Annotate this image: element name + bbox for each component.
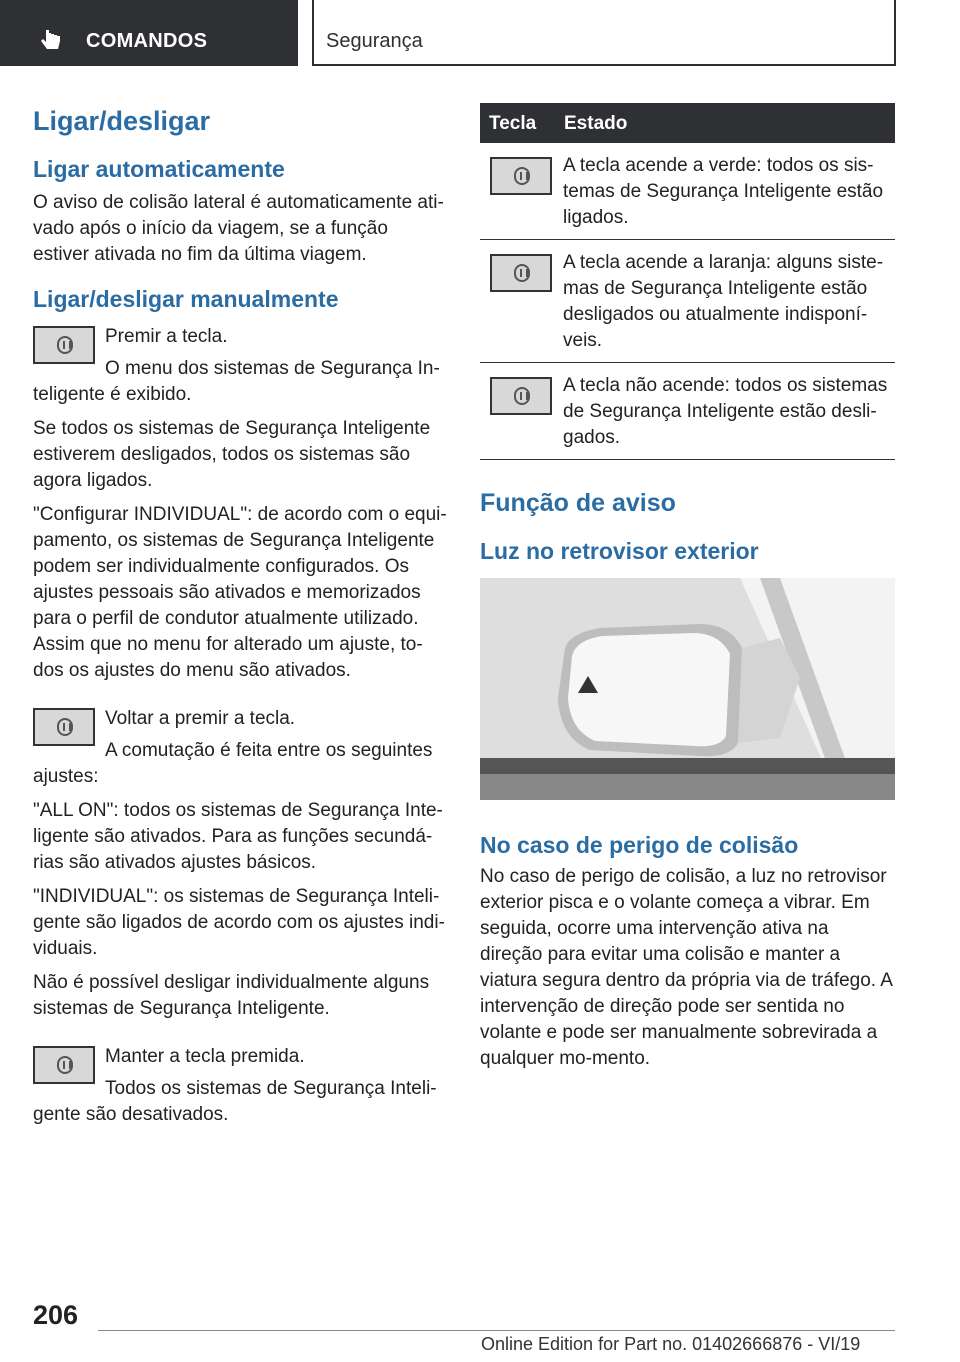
table-row [480, 240, 895, 363]
subheading-collision-danger: No caso de perigo de colisão [480, 832, 799, 858]
safety-assist-icon [514, 167, 530, 185]
safety-assist-icon [514, 387, 530, 405]
table-col-key: Tecla [489, 113, 537, 134]
paragraph: "Configurar INDIVIDUAL": de acordo com o equi-pamento, os sistemas de Segurança Inteligente podem ser individualmente configurados. Os ajustes pessoais são ativados e memorizados para o perfil de condutor atualmente utilizado. Assim que no menu for alterado um ajuste, to-dos os ajustes do menu são ativados. [33, 504, 447, 681]
safety-key-image [33, 326, 95, 364]
safety-assist-icon [57, 1056, 73, 1074]
key-step-text: Manter a tecla premida. [105, 1046, 305, 1067]
table-cell-state: A tecla acende a verde: todos os sis-temas de Segurança Inteligente estão ligados. [563, 155, 884, 228]
safety-key-image [33, 1046, 95, 1084]
key-instruction-press-again [33, 706, 447, 790]
side-mirror-illustration [480, 578, 895, 800]
safety-key-image [33, 708, 95, 746]
page-number: 206 [33, 1300, 79, 1330]
footer-divider [98, 1330, 895, 1331]
right-column [480, 103, 895, 1072]
paragraph: Se todos os sistemas de Segurança Inteligente estiverem desligados, todos os sistemas são agora ligados. [33, 418, 431, 491]
subheading-manual: Ligar/desligar manualmente [33, 286, 339, 312]
key-instruction-press [33, 324, 447, 408]
table-header [480, 103, 895, 143]
paragraph-auto: O aviso de colisão lateral é automaticamente ati-vado após o início da viagem, se a função estiver ativada no fim da última viagem. [33, 192, 444, 265]
paragraph: Não é possível desligar individualmente alguns sistemas de Segurança Inteligente. [33, 972, 430, 1019]
edition-note: Online Edition for Part no. 01402666876 - VI/19 [481, 1334, 861, 1354]
section-heading: Ligar/desligar [33, 106, 211, 136]
chapter-title: Segurança [326, 30, 423, 52]
safety-key-image [490, 377, 552, 415]
paragraph: "INDIVIDUAL": os sistemas de Segurança Inteli-gente são ligados de acordo com os ajustes indi-viduais. [33, 886, 445, 959]
section-title: COMANDOS [86, 30, 208, 52]
subheading-auto: Ligar automaticamente [33, 156, 285, 182]
key-step-text: A comutação é feita entre os seguintes ajustes: [33, 740, 433, 787]
mirror-graphic [480, 578, 895, 800]
section-heading-warning: Função de aviso [480, 489, 676, 517]
left-column [33, 100, 447, 1128]
safety-key-image [490, 157, 552, 195]
table-row [480, 363, 895, 460]
paragraph-collision: No caso de perigo de colisão, a luz no retrovisor exterior pisca e o volante começa a vibrar. Em seguida, ocorre uma intervenção ativa na direção para evitar uma colisão e manter a viatura segura dentro da própria via de tráfego. A intervenção de direção pode ser sentida no volante e pode ser manualmente sobrevirada a qualquer mo-mento. [480, 866, 892, 1069]
key-instruction-hold [33, 1044, 447, 1128]
section-tab [0, 0, 298, 66]
safety-assist-icon [514, 264, 530, 282]
subheading-mirror-light: Luz no retrovisor exterior [480, 538, 759, 564]
key-step-text: Voltar a premir a tecla. [105, 708, 296, 729]
safety-assist-icon [57, 336, 73, 354]
hand-pointer-icon [40, 28, 62, 52]
table-cell-state: A tecla acende a laranja: alguns siste-mas de Segurança Inteligente estão desligados ou atualmente indisponí-veis. [563, 252, 884, 351]
safety-key-image [490, 254, 552, 292]
table-row [480, 143, 895, 240]
chapter-tab [312, 0, 896, 66]
table-col-state: Estado [564, 113, 628, 134]
table-cell-state: A tecla não acende: todos os sistemas de Segurança Inteligente estão desli-gados. [563, 375, 888, 448]
paragraph: "ALL ON": todos os sistemas de Segurança Inte-ligente são ativados. Para as funções secundá-rias são ativados ajustes básicos. [33, 800, 443, 873]
key-step-text: Todos os sistemas de Segurança Inteli-gente são desativados. [33, 1078, 437, 1125]
safety-assist-icon [57, 718, 73, 736]
key-step-text: Premir a tecla. [105, 326, 228, 347]
key-step-text: O menu dos sistemas de Segurança In-teligente é exibido. [33, 358, 440, 405]
